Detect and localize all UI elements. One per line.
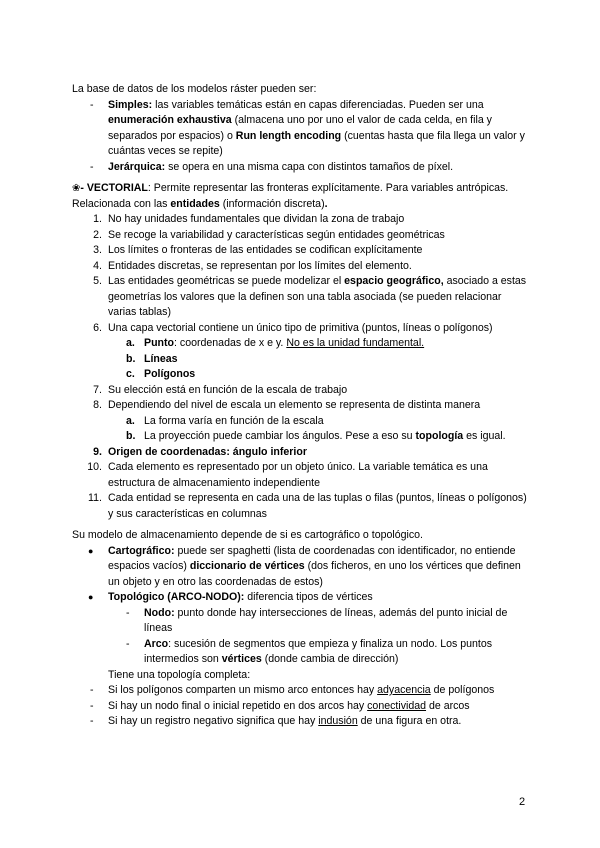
- page-content: [72, 82, 530, 730]
- list-item: 8. Dependiendo del nivel de escala un elemento se representa de distinta manera a. La forma varía en función de la escala b. La proyección puede cambiar los ángulos. Pese a eso su topología es igual.: [72, 398, 530, 445]
- complete-topology-list: [72, 683, 530, 730]
- primitive-sublist: [72, 336, 530, 383]
- complete-topology-heading: Tiene una topología completa:: [108, 668, 251, 681]
- scale-sublist: [72, 414, 530, 445]
- vectorial-heading: ❀- VECTORIAL: Permite representar las fronteras explícitamente. Para variables antrópicas.: [72, 182, 509, 194]
- list-item: - Simples: las variables temáticas están en capas diferenciadas. Pueden ser una enumeración exhaustiva (almacena uno por uno el valor de cada celda, en fila y separados por espacios) o Run length encoding (cuentas hasta que fila llega un valor y cuántas veces se repite): [72, 98, 530, 160]
- raster-list: [72, 98, 530, 176]
- storage-list: [72, 544, 530, 668]
- sub-item-punto: a. Punto: coordenadas de x e y. No es la unidad fundamental.: [126, 337, 425, 349]
- list-item-topologico: ● Topológico (ARCO-NODO): diferencia tipos de vértices - Nodo: punto donde hay intersecciones de líneas, además del punto inicial de líneas - Arco: sucesión de segmentos que empieza y finaliza un nodo. Los puntos intermedios son vértices (donde cambia de dirección): [72, 590, 530, 668]
- vectorial-list: [72, 212, 530, 522]
- list-item: 10. Cada elemento es representado por un objeto único. La variable temática es una estructura de almacenamiento independiente: [87, 461, 488, 489]
- list-item: 1. No hay unidades fundamentales que dividan la zona de trabajo: [93, 213, 405, 225]
- raster-intro: La base de datos de los modelos ráster pueden ser:: [72, 83, 317, 95]
- list-item: 11. Cada entidad se representa en cada una de las tuplas o filas (puntos, líneas o polígonos) y sus características en columnas: [88, 492, 527, 520]
- vectorial-relation: Relacionada con las entidades (información discreta).: [72, 197, 328, 210]
- list-item: 2. Se recoge la variabilidad y características según entidades geométricas: [93, 228, 445, 241]
- list-item: 3. Los límites o fronteras de las entidades se codifican explícitamente: [93, 244, 423, 256]
- sub-item-poligonos: c. Polígonos: [126, 368, 196, 380]
- sub-item-arco: - Arco: sucesión de segmentos que empieza y finaliza un nodo. Los puntos intermedios son vértices (donde cambia de dirección): [108, 637, 530, 668]
- list-item: 4. Entidades discretas, se representan por los límites del elemento.: [93, 259, 412, 272]
- list-item: 7. Su elección está en función de la escala de trabajo: [93, 383, 348, 396]
- list-item: 5. Las entidades geométricas se puede modelizar el espacio geográfico, asociado a estas geometrías los valores que la definen son una tabla asociada (se pueden relacionar varias tablas): [93, 275, 527, 318]
- list-item-cartografico: ● Cartográfico: puede ser spaghetti (lista de coordenadas con identificador, no entiende espacios vacíos) diccionario de vértices (dos ficheros, en uno los vértices que definen un objeto y en otro las coordenadas de estos): [72, 544, 530, 591]
- page-number: 2: [519, 796, 526, 808]
- list-item: 9. Origen de coordenadas: ángulo inferior: [93, 445, 307, 458]
- flower-icon: ❀: [72, 183, 81, 194]
- sub-item: b. La proyección puede cambiar los ángulos. Pese a eso su topología es igual.: [126, 430, 506, 442]
- list-item: - Si hay un nodo final o inicial repetido en dos arcos hay conectividad de arcos: [72, 699, 530, 715]
- storage-intro: Su modelo de almacenamiento depende de si es cartográfico o topológico.: [72, 529, 423, 541]
- sub-item-nodo: - Nodo: punto donde hay intersecciones de líneas, además del punto inicial de líneas: [108, 606, 530, 637]
- list-item: - Si los polígonos comparten un mismo arco entonces hay adyacencia de polígonos: [72, 683, 530, 699]
- sub-item-lineas: b. Líneas: [126, 352, 178, 365]
- list-item: - Jerárquica: se opera en una misma capa con distintos tamaños de píxel.: [72, 160, 530, 176]
- list-item: 6. Una capa vectorial contiene un único tipo de primitiva (puntos, líneas o polígonos) a. Punto: coordenadas de x e y. No es la unidad fundamental. b. Líneas c. Polígonos: [72, 321, 530, 383]
- topo-sublist: [108, 606, 530, 668]
- list-item: - Si hay un registro negativo significa que hay indusión de una figura en otra.: [72, 714, 530, 730]
- sub-item: a. La forma varía en función de la escala: [126, 414, 324, 427]
